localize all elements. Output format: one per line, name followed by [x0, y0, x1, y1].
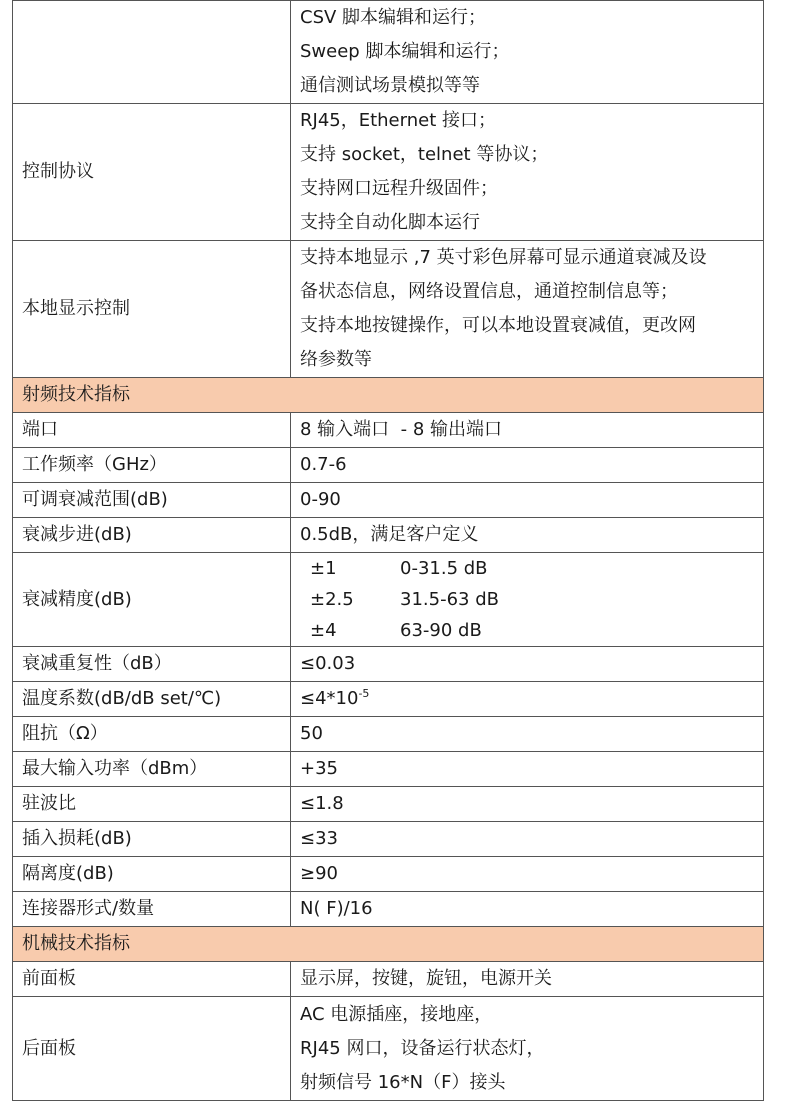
spec-value: 0-90 — [291, 483, 764, 518]
accuracy-tolerance: ±1 — [310, 558, 337, 579]
spec-label: 控制协议 — [13, 104, 291, 241]
spec-value: ≤0.03 — [291, 647, 764, 682]
value-line: 通信测试场景模拟等等 — [300, 75, 480, 96]
value-line: 支持网口远程升级固件； — [300, 178, 498, 199]
spec-value: 50 — [291, 717, 764, 752]
table-row — [13, 647, 764, 682]
value-line: 射频信号 16*N（F）接头 — [300, 1071, 506, 1093]
spec-label: 可调衰减范围(dB) — [13, 483, 291, 518]
spec-label: 连接器形式/数量 — [13, 892, 291, 927]
spec-value: 显示屏，按键，旋钮，电源开关 — [291, 962, 764, 997]
spec-value: ≤1.8 — [291, 787, 764, 822]
value-line: 支持本地显示 ,7 英寸彩色屏幕可显示通道衰减及设 — [300, 247, 707, 268]
value-line: AC 电源插座，接地座， — [300, 1003, 493, 1025]
spec-label: 最大输入功率（dBm） — [13, 752, 291, 787]
value-line: RJ45，Ethernet 接口； — [300, 110, 496, 131]
spec-value — [291, 997, 764, 1101]
table-row — [13, 787, 764, 822]
value-line: Sweep 脚本编辑和运行； — [300, 41, 510, 62]
value-line: 支持 socket，telnet 等协议； — [300, 144, 549, 165]
spec-value — [291, 553, 764, 647]
spec-label: 工作频率（GHz） — [13, 448, 291, 483]
spec-label: 本地显示控制 — [13, 241, 291, 378]
table-row — [13, 822, 764, 857]
value-line: RJ45 网口，设备运行状态灯， — [300, 1037, 545, 1059]
table-row — [13, 857, 764, 892]
table-row — [13, 448, 764, 483]
spec-value — [291, 241, 764, 378]
table-row — [13, 752, 764, 787]
value-line: 支持全自动化脚本运行 — [300, 212, 480, 233]
section-header-row — [13, 378, 764, 413]
spec-label: 端口 — [13, 413, 291, 448]
table-row — [13, 962, 764, 997]
spec-label: 隔离度(dB) — [13, 857, 291, 892]
spec-value: ≥90 — [291, 857, 764, 892]
spec-value: 8 输入端口 - 8 输出端口 — [291, 413, 764, 448]
table-row — [13, 997, 764, 1101]
spec-table — [12, 0, 764, 1101]
accuracy-pair — [300, 615, 754, 646]
accuracy-pair — [300, 553, 754, 584]
value-line: 备状态信息，网络设置信息，通道控制信息等； — [300, 281, 678, 302]
table-row — [13, 241, 764, 378]
accuracy-tolerance: ±2.5 — [310, 589, 354, 610]
table-row — [13, 518, 764, 553]
spec-value: 0.5dB，满足客户定义 — [291, 518, 764, 553]
spec-value: +35 — [291, 752, 764, 787]
spec-label: 衰减精度(dB) — [13, 553, 291, 647]
table-row — [13, 892, 764, 927]
spec-label: 驻波比 — [13, 787, 291, 822]
spec-label: 插入损耗(dB) — [13, 822, 291, 857]
spec-value — [291, 682, 764, 717]
spec-label: 前面板 — [13, 962, 291, 997]
spec-label-empty — [13, 1, 291, 104]
value-line: 络参数等 — [300, 349, 372, 370]
spec-value — [291, 1, 764, 104]
table-row — [13, 483, 764, 518]
accuracy-range: 0-31.5 dB — [400, 558, 488, 579]
section-title: 机械技术指标 — [13, 927, 764, 962]
accuracy-range: 31.5-63 dB — [400, 589, 499, 610]
spec-value: ≤33 — [291, 822, 764, 857]
table-row — [13, 413, 764, 448]
accuracy-range: 63-90 dB — [400, 620, 482, 641]
value-line: CSV 脚本编辑和运行； — [300, 7, 487, 28]
table-row — [13, 1, 764, 104]
spec-value: 0.7-6 — [291, 448, 764, 483]
spec-label: 衰减步进(dB) — [13, 518, 291, 553]
table-row — [13, 553, 764, 647]
section-header-row — [13, 927, 764, 962]
accuracy-tolerance: ±4 — [310, 620, 337, 641]
spec-value: N( F)/16 — [291, 892, 764, 927]
value-line: 支持本地按键操作，可以本地设置衰减值，更改网 — [300, 315, 696, 336]
temp-coeff-base: ≤4*10 — [300, 688, 359, 709]
spec-label: 衰减重复性（dB） — [13, 647, 291, 682]
spec-value — [291, 104, 764, 241]
spec-label: 温度系数(dB/dB set/℃) — [13, 682, 291, 717]
temp-coeff-exponent: -5 — [358, 687, 370, 700]
spec-label: 阻抗（Ω） — [13, 717, 291, 752]
accuracy-pair — [300, 584, 754, 615]
table-row — [13, 682, 764, 717]
table-row — [13, 717, 764, 752]
spec-label: 后面板 — [13, 997, 291, 1101]
table-row — [13, 104, 764, 241]
section-title: 射频技术指标 — [13, 378, 764, 413]
